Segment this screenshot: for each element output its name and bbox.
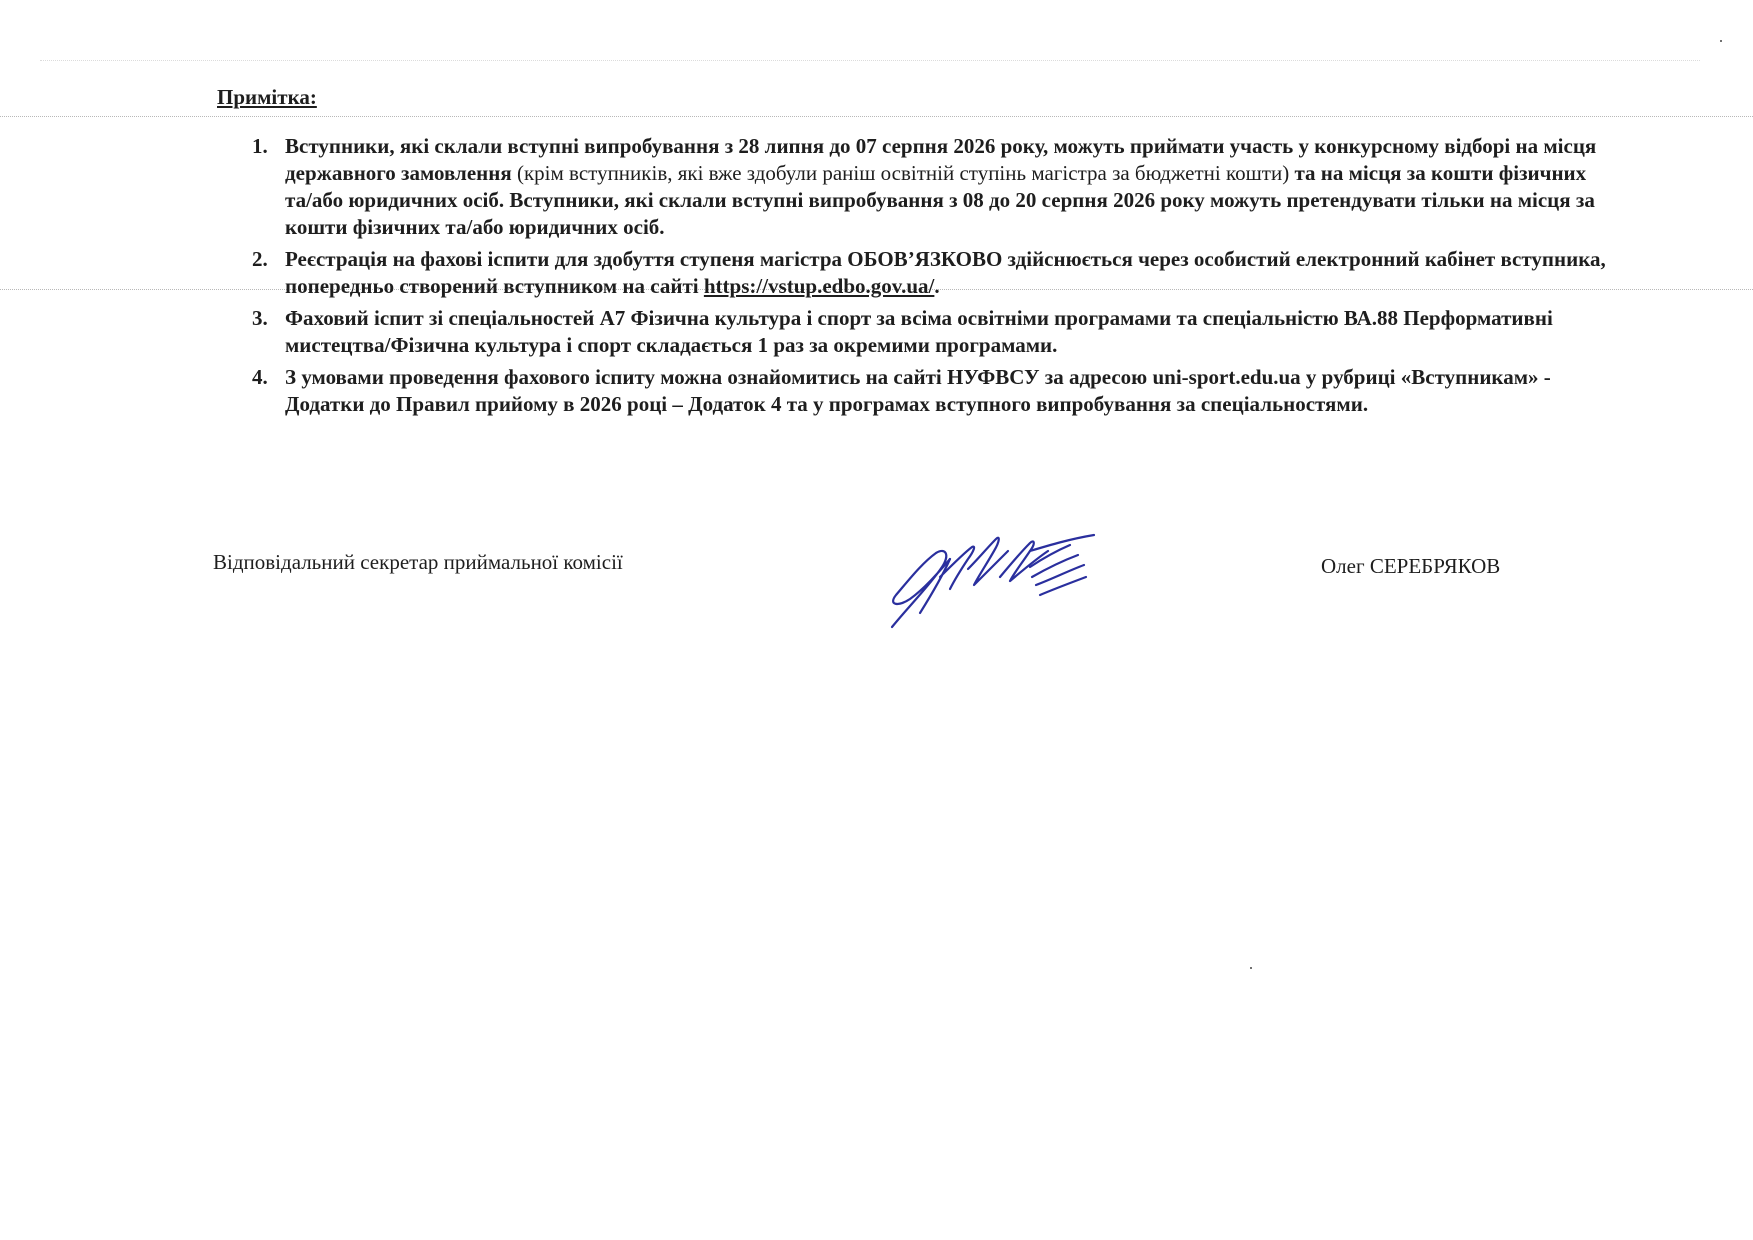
note-item-text-tail: .: [934, 274, 940, 298]
note-item-remark: (крім вступників, які вже здобули раніш освітній ступінь магістра за бюджетні кошти): [511, 161, 1295, 185]
handwritten-signature: [880, 525, 1110, 630]
note-item-number: 2.: [252, 247, 268, 271]
scan-artifact-line: [0, 116, 1753, 117]
note-item: [252, 364, 1615, 418]
scan-dust-dot: [1720, 40, 1722, 42]
note-heading: Примітка:: [217, 85, 317, 109]
signatory-name: Олег СЕРЕБРЯКОВ: [1321, 554, 1501, 578]
scan-dust-dot: [1250, 967, 1252, 969]
note-item: [252, 305, 1615, 359]
note-item-number: 1.: [252, 134, 268, 158]
note-item-text: Фаховий іспит зі спеціальностей А7 Фізична культура і спорт за всіма освітніми програмами та спеціальністю ВА.88 Перформативні мистецтва/Фізична культура і спорт складається 1 раз за окремими програмами.: [285, 306, 1553, 357]
note-item: [252, 246, 1615, 300]
note-item: [252, 133, 1615, 241]
note-item-number: 3.: [252, 306, 268, 330]
note-item-text: та на місця за кошти фізичних та/або юридичних осіб. Вступники, які склали вступні випробування з 08 до 20 серпня 2026 року можуть претендувати тільки на місця за кошти фізичних та/або юридичних осіб.: [285, 161, 1595, 239]
edbo-link[interactable]: https://vstup.edbo.gov.ua/: [703, 274, 935, 298]
note-item-text: З умовами проведення фахового іспиту можна ознайомитись на сайті НУФВСУ за адресою uni-sport.edu.ua у рубриці «Вступникам» - Додатки до Правил прийому в 2026 році – Додаток 4 та у програмах вступного випробування за спеціальностями.: [285, 365, 1551, 416]
scan-artifact-line: [40, 60, 1700, 61]
note-item-text: Реєстрація на фахові іспити для здобуття ступеня магістра ОБОВ’ЯЗКОВО здійснюється через особистий електронний кабінет вступника, попередньо створений вступником на сайті: [285, 247, 1606, 298]
note-item-number: 4.: [252, 365, 268, 389]
signatory-role: Відповідальний секретар приймальної комісії: [213, 550, 623, 574]
signature-strokes: [892, 535, 1094, 627]
notes-list: [252, 133, 1615, 423]
note-item-text: Вступники, які склали вступні випробування з 28 липня до 07 серпня 2026 року, можуть приймати участь у конкурсному відборі на місця державного замовлення: [285, 134, 1597, 185]
